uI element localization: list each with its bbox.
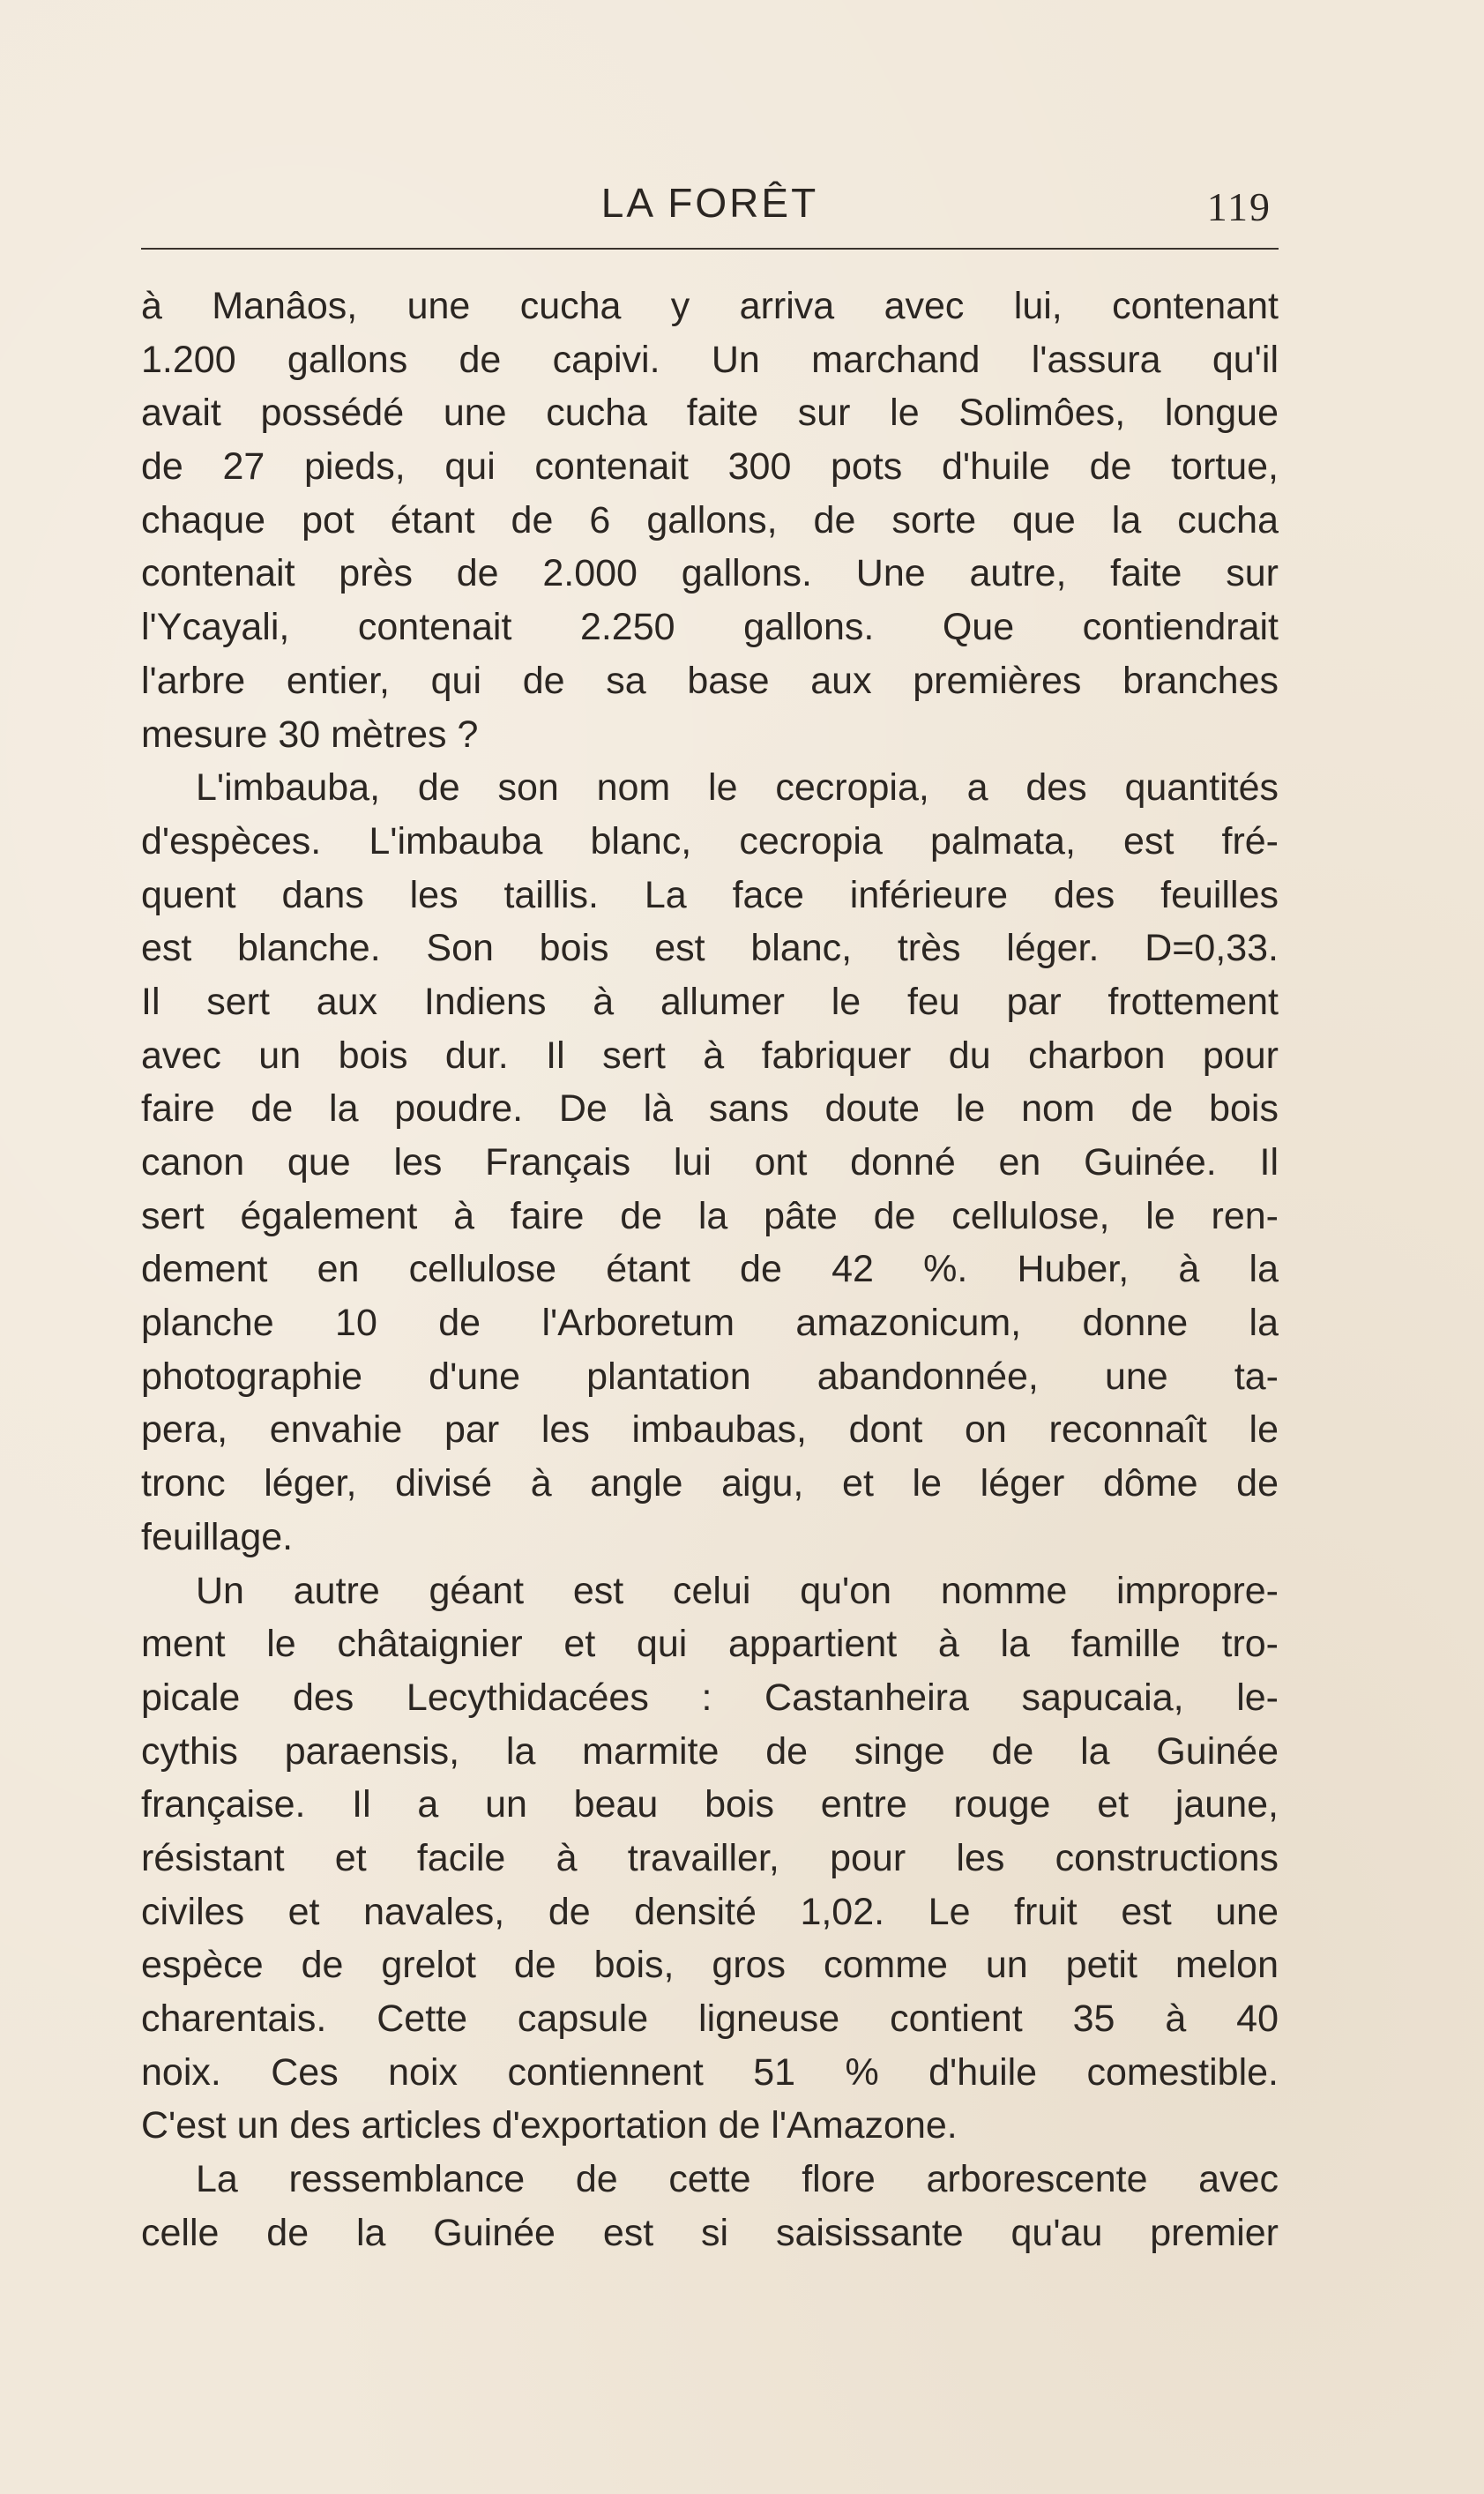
text-line: pera, envahie par les imbaubas, dont on reconnaît le bbox=[141, 1408, 1279, 1452]
text-line: avait possédé une cucha faite sur le Solimôes, longue bbox=[141, 392, 1279, 435]
text-line: charentais. Cette capsule ligneuse contient 35 à 40 bbox=[141, 1997, 1279, 2040]
text-line: noix. Ces noix contiennent 51 % d'huile comestible. bbox=[141, 2050, 1279, 2094]
text-line: résistant et facile à travailler, pour les constructions bbox=[141, 1836, 1279, 1879]
text-line: photographie d'une plantation abandonnée, une ta- bbox=[141, 1355, 1279, 1398]
text-line: C'est un des articles d'exportation de l'Amazone. bbox=[141, 2104, 958, 2147]
text-line: dement en cellulose étant de 42 %. Huber, à la bbox=[141, 1248, 1279, 1291]
text-line: à Manâos, une cucha y arriva avec lui, contenant bbox=[141, 285, 1279, 327]
text-line: française. Il a un beau bois entre rouge et jaune, bbox=[141, 1783, 1279, 1826]
text-line: l'Ycayali, contenait 2.250 gallons. Que contiendrait bbox=[141, 606, 1279, 649]
text-line: avec un bois dur. Il sert à fabriquer du charbon pour bbox=[141, 1034, 1279, 1077]
text-line: Il sert aux Indiens à allumer le feu par frottement bbox=[141, 980, 1279, 1023]
body-text bbox=[141, 280, 1279, 2259]
text-line: mesure 30 mètres ? bbox=[141, 713, 479, 756]
text-line: 1.200 gallons de capivi. Un marchand l'assura qu'il bbox=[141, 338, 1279, 381]
page-number: 119 bbox=[1206, 184, 1271, 229]
text-line: est blanche. Son bois est blanc, très léger. D=0,33. bbox=[141, 927, 1279, 970]
text-line: contenait près de 2.000 gallons. Une autre, faite sur bbox=[141, 552, 1279, 595]
text-line: espèce de grelot de bois, gros comme un petit melon bbox=[141, 1944, 1279, 1987]
text-line: chaque pot étant de 6 gallons, de sorte que la cucha bbox=[141, 498, 1279, 541]
paragraph-first-line: L'imbauba, de son nom le cecropia, a des quantités bbox=[196, 766, 1279, 810]
text-line: cythis paraensis, la marmite de singe de la Guinée bbox=[141, 1729, 1279, 1773]
paragraph-first-line: Un autre géant est celui qu'on nomme impropre- bbox=[196, 1569, 1279, 1612]
text-line: canon que les Français lui ont donné en Guinée. Il bbox=[141, 1141, 1279, 1184]
text-line: l'arbre entier, qui de sa base aux premières branches bbox=[141, 659, 1279, 702]
text-line: celle de la Guinée est si saisissante qu'au premier bbox=[141, 2211, 1279, 2254]
text-line: faire de la poudre. De là sans doute le nom de bois bbox=[141, 1087, 1279, 1131]
text-line: picale des Lecythidacées : Castanheira sapucaia, le- bbox=[141, 1676, 1279, 1719]
text-line: d'espèces. L'imbauba blanc, cecropia palmata, est fré- bbox=[141, 819, 1279, 862]
text-line: planche 10 de l'Arboretum amazonicum, donne la bbox=[141, 1302, 1279, 1345]
text-line: de 27 pieds, qui contenait 300 pots d'huile de tortue, bbox=[141, 445, 1279, 489]
text-line: quent dans les taillis. La face inférieure des feuilles bbox=[141, 873, 1279, 916]
text-line: tronc léger, divisé à angle aigu, et le léger dôme de bbox=[141, 1462, 1279, 1505]
text-line: sert également à faire de la pâte de cellulose, le ren- bbox=[141, 1194, 1279, 1237]
text-line: ment le châtaignier et qui appartient à la famille tro- bbox=[141, 1623, 1279, 1666]
paragraph-first-line: La ressemblance de cette flore arborescente avec bbox=[196, 2158, 1279, 2201]
text-line: civiles et navales, de densité 1,02. Le fruit est une bbox=[141, 1890, 1279, 1933]
text-line: feuillage. bbox=[141, 1515, 294, 1558]
header-rule bbox=[141, 248, 1279, 250]
page-header bbox=[141, 172, 1279, 243]
running-title: LA FORÊT bbox=[600, 180, 819, 226]
